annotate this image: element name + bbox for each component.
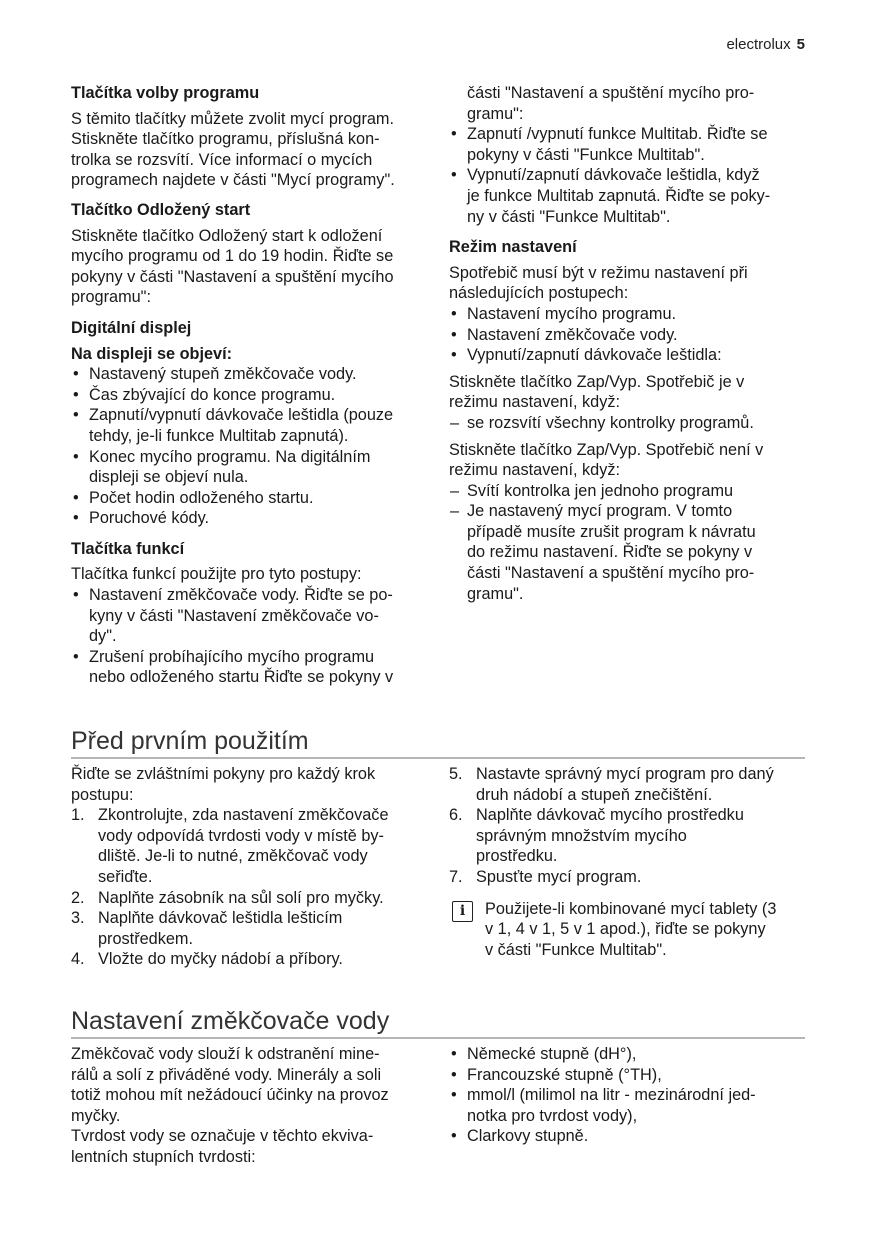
list-item (449, 481, 814, 502)
text-line: následujících postupech: (449, 284, 629, 303)
list-item (71, 385, 441, 406)
text-line: • Francouzské stupně (°TH), (467, 1065, 662, 1084)
text-line: seřiďte. (98, 867, 153, 886)
settings-mode-list (449, 304, 814, 366)
text-line: Nastavte správný mycí program pro daný (476, 765, 774, 783)
text-line: postupu: (71, 785, 134, 804)
list-item (449, 867, 809, 888)
text-line: • Čas zbývající do konce programu. (89, 385, 336, 404)
list-item (449, 501, 814, 604)
text-line: notka pro tvrdost vody), (467, 1106, 638, 1125)
first-use-steps-right (449, 764, 809, 888)
delay-button-text (71, 226, 441, 308)
text-line: lentních stupních tvrdosti: (71, 1147, 256, 1166)
delay-button-heading: Tlačítko Odložený start (71, 200, 251, 219)
text-line: • Nastavený stupeň změkčovače vody. (89, 365, 357, 384)
text-line: • Clarkovy stupně. (467, 1127, 589, 1146)
in-settings-mode-head (449, 372, 814, 413)
text-line: programu": (71, 288, 151, 307)
page-header (726, 36, 805, 53)
text-line: • Poruchové kódy. (89, 509, 210, 528)
softener-title: Nastavení změkčovače vody (71, 1007, 390, 1035)
function-buttons-heading: Tlačítka funkcí (71, 539, 185, 558)
list-item (449, 1126, 809, 1147)
function-buttons-intro: Tlačítka funkcí použijte pro tyto postupy: (71, 565, 362, 584)
text-line: trolka se rozsvítí. Více informací o mycích (71, 150, 373, 169)
text-line: Tvrdost vody se označuje v těchto ekviva- (71, 1127, 374, 1146)
softener-right (449, 1044, 809, 1147)
text-line: části "Nastavení a spuštění mycího pro- (467, 564, 755, 583)
continuation-text (449, 83, 814, 124)
text-line: myčky. (71, 1106, 121, 1125)
text-line: prostředkem. (98, 929, 194, 948)
text-line: rálů a solí z přiváděné vody. Minerály a soli (71, 1065, 382, 1084)
text-line: dy". (89, 627, 117, 646)
text-line: • Zapnutí/vypnutí dávkovače leštidla (pouze (89, 406, 394, 425)
right-column (449, 83, 814, 604)
continuation-list (449, 124, 814, 227)
list-item (449, 1085, 809, 1126)
step-number: 6. (449, 806, 463, 825)
program-buttons-heading: Tlačítka volby programu (71, 84, 260, 102)
not-settings-mode-list (449, 481, 814, 605)
text-line: do režimu nastavení. Řiďte se pokyny v (467, 543, 753, 562)
step-number: 4. (71, 950, 85, 969)
text-line: • Vypnutí/zapnutí dávkovače leštidla, když (467, 166, 760, 185)
settings-mode-heading: Režim nastavení (449, 238, 577, 257)
list-item (449, 1044, 809, 1065)
text-line: tehdy, je-li funkce Multitab zapnutá). (89, 426, 349, 445)
list-item (449, 304, 814, 325)
text-line: Spotřebič musí být v režimu nastavení při (449, 263, 748, 282)
list-item (71, 405, 441, 446)
text-line: • Vypnutí/zapnutí dávkovače leštidla: (467, 346, 722, 365)
text-line: • Nastavení změkčovače vody. Řiďte se po- (89, 586, 393, 605)
left-column (71, 83, 441, 688)
text-line: Naplňte dávkovač mycího prostředku (476, 806, 744, 825)
hardness-units-list (449, 1044, 809, 1147)
page-number: 5 (796, 36, 805, 53)
text-line: gramu". (467, 584, 524, 603)
text-line: • Nastavení změkčovače vody. (467, 325, 678, 344)
function-buttons-list (71, 585, 441, 688)
first-use-divider (71, 757, 805, 759)
text-line: • Zrušení probíhajícího mycího programu (89, 647, 375, 666)
list-item (449, 345, 814, 366)
not-settings-mode-head (449, 440, 814, 481)
text-line: Řiďte se zvláštními pokyny pro každý krok (71, 765, 376, 783)
softener-left (71, 1044, 441, 1168)
list-item (71, 908, 441, 949)
text-line: Vložte do myčky nádobí a příbory. (98, 950, 343, 969)
text-line: je funkce Multitab zapnutá. Řiďte se poky- (467, 186, 771, 205)
text-line: v 1, 4 v 1, 5 v 1 apod.), řiďte se pokyny (485, 920, 766, 939)
text-line: Stiskněte tlačítko Odložený start k odložení (71, 226, 383, 245)
list-item (449, 124, 814, 165)
first-use-right (449, 764, 809, 960)
settings-mode-intro (449, 263, 814, 304)
list-item (449, 325, 814, 346)
list-item (71, 805, 441, 887)
text-line: • mmol/l (milimol na litr - mezinárodní jed- (467, 1086, 756, 1105)
text-line: Naplňte dávkovač leštidla lešticím (98, 909, 343, 928)
text-line: – Svítí kontrolka jen jednoho programu (467, 481, 734, 500)
text-line: dliště. Je-li to nutné, změkčovač vody (98, 847, 368, 866)
list-item (449, 764, 809, 805)
text-line: Změkčovač vody slouží k odstranění mine- (71, 1045, 380, 1063)
step-number: 3. (71, 909, 85, 928)
text-line: • Německé stupně (dH°), (467, 1045, 637, 1063)
text-line: Spusťte mycí program. (476, 867, 642, 886)
list-item (71, 585, 441, 647)
display-list (71, 364, 441, 529)
list-item (449, 165, 814, 227)
text-line: nebo odloženého startu Řiďte se pokyny v (89, 668, 394, 687)
list-item (71, 508, 441, 529)
text-line: případě musíte zrušit program k návratu (467, 522, 756, 541)
text-line: Stiskněte tlačítko programu, příslušná kon- (71, 130, 380, 149)
step-number: 5. (449, 765, 463, 783)
text-line: správným množstvím mycího (476, 826, 687, 845)
step-number: 7. (449, 867, 463, 886)
text-line: mycího programu od 1 do 19 hodin. Řiďte se (71, 247, 394, 266)
text-line: pokyny v části "Nastavení a spuštění mycího (71, 267, 394, 286)
text-line: Zkontrolujte, zda nastavení změkčovače (98, 806, 389, 825)
text-line: části "Nastavení a spuštění mycího pro- (467, 84, 755, 102)
text-line: totiž mohou mít nežádoucí účinky na provoz (71, 1086, 389, 1105)
display-heading: Digitální displej (71, 318, 192, 337)
list-item (449, 413, 814, 434)
text-line: pokyny v části "Funkce Multitab". (467, 145, 705, 164)
display-subheading: Na displeji se objeví: (71, 344, 233, 363)
first-use-title: Před prvním použitím (71, 727, 309, 755)
info-icon: i (452, 901, 473, 922)
text-line: – Je nastavený mycí program. V tomto (467, 502, 733, 521)
list-item (71, 447, 441, 488)
list-item (71, 949, 441, 970)
text-line: vody odpovídá tvrdosti vody v místě by- (98, 826, 384, 845)
text-line: • Nastavení mycího programu. (467, 304, 677, 323)
text-line: prostředku. (476, 847, 558, 866)
list-item (71, 364, 441, 385)
text-line: • Počet hodin odloženého startu. (89, 488, 314, 507)
text-line: režimu nastavení, když: (449, 393, 621, 412)
first-use-steps-left (71, 805, 441, 970)
softener-divider (71, 1037, 805, 1039)
text-line: druh nádobí a stupeň znečištění. (476, 785, 713, 804)
text-line: Stiskněte tlačítko Zap/Vyp. Spotřebič je v (449, 372, 745, 391)
text-line: – se rozsvítí všechny kontrolky programů. (467, 413, 754, 432)
multitab-note (449, 899, 809, 961)
text-line: režimu nastavení, když: (449, 461, 621, 480)
text-line: • Konec mycího programu. Na digitálním (89, 447, 371, 466)
in-settings-mode-list (449, 413, 814, 434)
list-item (449, 1065, 809, 1086)
text-line: Stiskněte tlačítko Zap/Vyp. Spotřebič není v (449, 440, 764, 459)
text-line: S těmito tlačítky můžete zvolit mycí program. (71, 109, 395, 128)
text-line: gramu": (467, 104, 524, 123)
text-line: displeji se objeví nula. (89, 468, 249, 487)
text-line: ny v části "Funkce Multitab". (467, 207, 671, 226)
step-number: 2. (71, 888, 85, 907)
text-line: • Zapnutí /vypnutí funkce Multitab. Řiďte se (467, 125, 768, 144)
list-item (71, 488, 441, 509)
list-item (71, 647, 441, 688)
first-use-left (71, 764, 441, 970)
step-number: 1. (71, 806, 85, 825)
text-line: Použijete-li kombinované mycí tablety (3 (485, 899, 777, 918)
list-item (449, 805, 809, 867)
list-item (71, 888, 441, 909)
text-line: kyny v části "Nastavení změkčovače vo- (89, 606, 379, 625)
text-line: Naplňte zásobník na sůl solí pro myčky. (98, 888, 384, 907)
text-line: programech najdete v části "Mycí programy". (71, 171, 395, 190)
brand-name: electrolux (726, 36, 791, 53)
text-line: v části "Funkce Multitab". (485, 940, 667, 959)
program-buttons-text (71, 109, 441, 191)
